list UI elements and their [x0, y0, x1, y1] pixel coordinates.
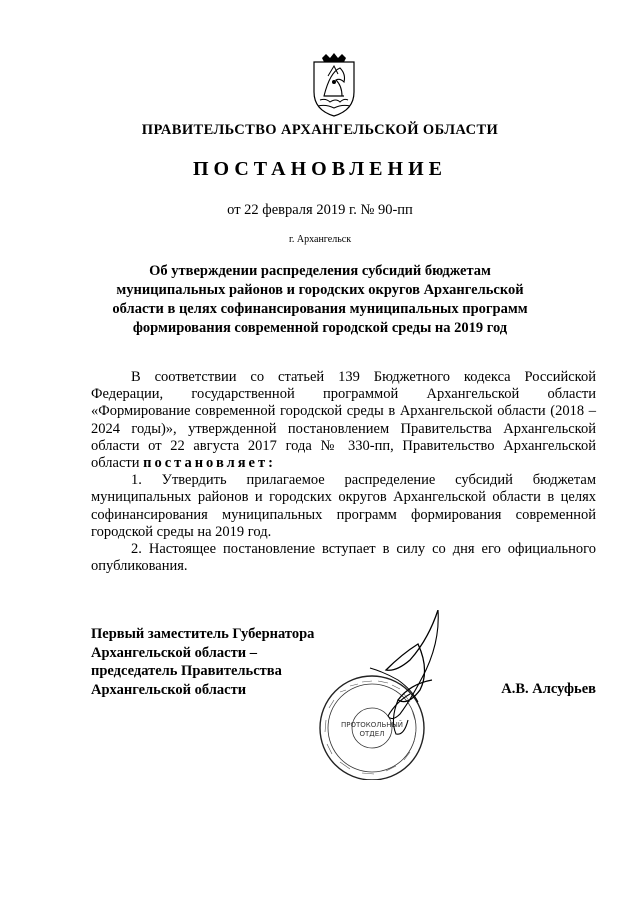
signatory-name: А.В. Алсуфьев [501, 681, 596, 697]
resolves-word: постановляет: [143, 455, 276, 472]
signatory-position [91, 625, 314, 699]
date-and-number: от 22 февраля 2019 г. № 90-пп [227, 202, 413, 218]
position-line: Архангельской области [91, 681, 247, 698]
position-line: Первый заместитель Губернатора [91, 626, 315, 642]
paragraph-item-1: 1. Утвердить прилагаемое распределение субсидий бюджетам муниципальных районов и городских округов Архангельской области в целях софинансирования муниципальных программ формирования современной городской среды на 2019 год. [91, 472, 596, 540]
document-body [91, 369, 596, 575]
stamp-text-1: ПРОТОКОЛЬНЫЙ [340, 721, 404, 729]
stamp-text-2: ОТДЕЛ [359, 730, 385, 738]
document-title [80, 262, 560, 338]
city-name: г. Архангельск [288, 234, 352, 245]
document-type: ПОСТАНОВЛЕНИЕ [193, 158, 447, 180]
official-stamp-with-signature [300, 610, 480, 780]
government-name: ПРАВИТЕЛЬСТВО АРХАНГЕЛЬСКОЙ ОБЛАСТИ [141, 122, 499, 138]
paragraph-item-2: 2. Настоящее постановление вступает в силу со дня его официального опубликования. [91, 541, 596, 575]
preamble-text: В соответствии со статьей 139 Бюджетного кодекса Российской Федерации, государственной программой Архангельской области «Формирование современной городской среды в Архангельской области (2018 – 2024 годы)», утвержденной постановлением Правительства Архангельской области от 22 августа 2017 года № 330-пп, Правительство Архангельской области [91, 369, 596, 472]
title-line: муниципальных районов и городских округов Архангельской [116, 282, 524, 298]
position-line: председатель Правительства [91, 663, 282, 679]
title-line: формирования современной городской среды на 2019 год [132, 320, 508, 336]
coat-of-arms-emblem [300, 52, 368, 120]
paragraph-preamble [91, 369, 596, 472]
position-line: Архангельской области – [91, 644, 257, 661]
title-line: области в целях софинансирования муниципальных программ [112, 301, 528, 317]
title-line: Об утверждении распределения субсидий бюджетам [149, 263, 491, 279]
